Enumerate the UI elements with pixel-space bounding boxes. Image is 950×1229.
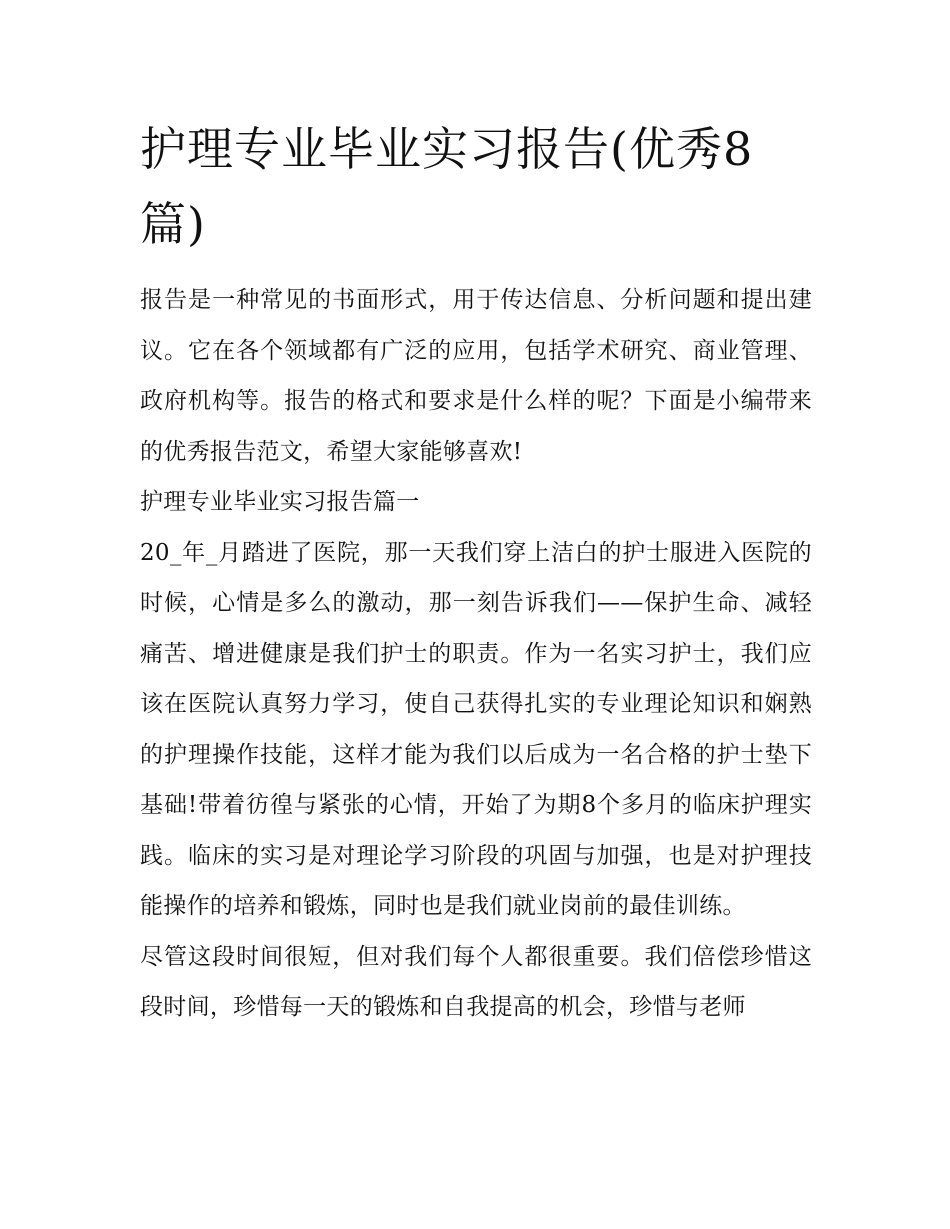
section-heading: 护理专业毕业实习报告篇一: [140, 489, 420, 516]
body-paragraph: 20_年_月踏进了医院，那一天我们穿上洁白的护士服进入医院的时候，心情是多么的激动，那一刻告诉我们——保护生命、减轻痛苦、增进健康是我们护士的职责。作为一名实习护士，我们应该在医院认真努力学习，使自己获得扎实的专业理论知识和娴熟的护理操作技能，这样才能为我们以后成为一名合格的护士垫下基础!带着彷徨与紧张的心情，开始了为期8个多月的临床护理实践。临床的实习是对理论学习阶段的巩固与加强，也是对护理技能操作的培养和锻炼，同时也是我们就业岗前的最佳训练。: [140, 539, 812, 920]
body-paragraph: 尽管这段时间很短，但对我们每个人都很重要。我们倍偿珍惜这段时间，珍惜每一天的锻炼和自我提高的机会，珍惜与老师: [140, 943, 812, 1021]
document-page: [140, 112, 812, 1033]
document-title: 护理专业毕业实习报告(优秀8篇): [140, 122, 754, 251]
intro-paragraph: 报告是一种常见的书面形式，用于传达信息、分析问题和提出建议。它在各个领域都有广泛的应用，包括学术研究、商业管理、政府机构等。报告的格式和要求是什么样的呢？下面是小编带来的优秀报告范文，希望大家能够喜欢!: [140, 287, 812, 465]
